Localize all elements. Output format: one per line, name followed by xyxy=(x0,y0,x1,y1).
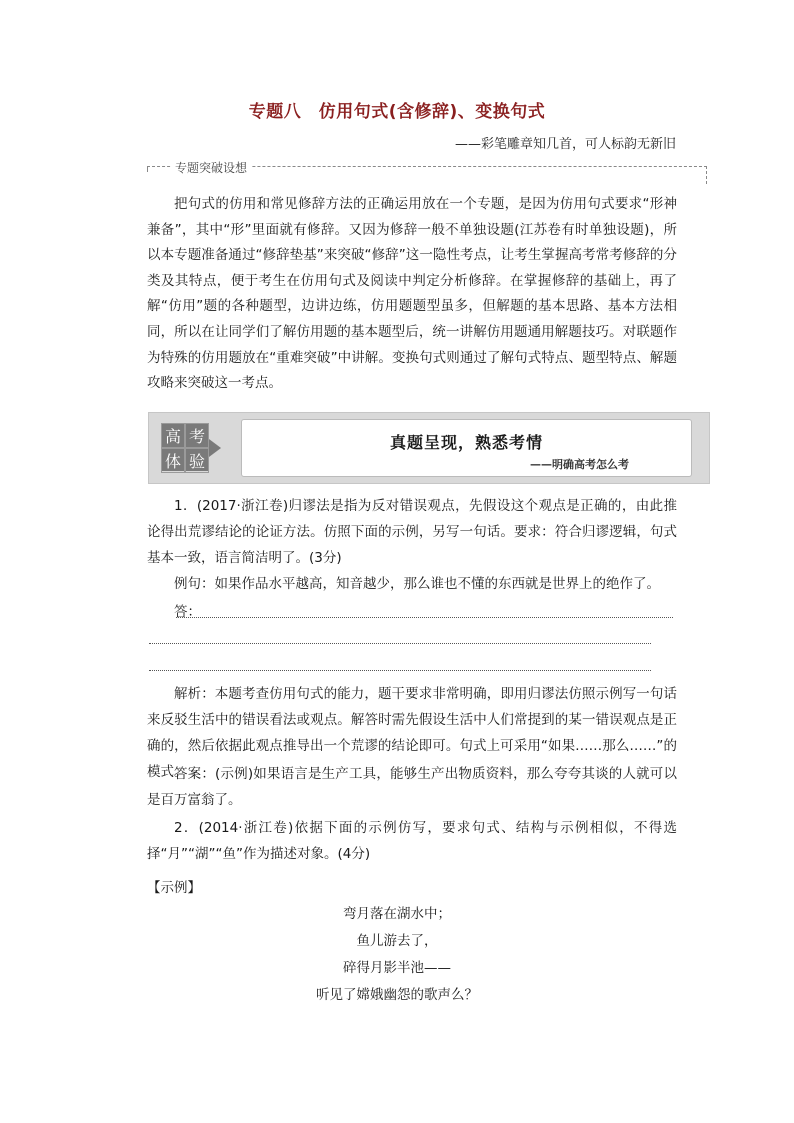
question-2-example-label: 【示例】 xyxy=(147,880,201,896)
answer-line-3[interactable] xyxy=(149,670,651,671)
poem-line: 碎得月影半池—— xyxy=(343,960,451,976)
question-1-answer-label: 答： xyxy=(174,604,201,620)
section-banner xyxy=(148,412,710,484)
section-tag-frame xyxy=(147,161,707,180)
question-1-stem: 1．(2017·浙江卷)归谬法是指为反对错误观点，先假设这个观点是正确的，由此推论得出荒谬结论的论证方法。仿照下面的示例，另写一句话。要求：符合归谬逻辑，句式基本一致，语言简洁明了。(3分) xyxy=(147,498,677,566)
page-title: 专题八 仿用句式(含修辞)、变换句式 xyxy=(248,102,546,122)
answer-line-1[interactable] xyxy=(176,617,673,618)
question-1-answer: 答案：(示例)如果语言是生产工具，能够生产出物质资料，那么夸夸其谈的人就可以是百万富翁了。 xyxy=(147,766,677,808)
question-2-stem: 2．(2014·浙江卷)依据下面的示例仿写，要求句式、结构与示例相似，不得选择“月”“湖”“鱼”作为描述对象。(4分) xyxy=(147,820,677,862)
banner-card xyxy=(241,419,692,477)
question-1-analysis: 解析：本题考查仿用句式的能力，题干要求非常明确，即用归谬法仿照示例写一句话来反驳生活中的错误看法或观点。解答时需先假设生活中人们常提到的某一错误观点是正确的，然后依据此观点推导出一个荒谬的结论即可。句式上可采用“如果……那么……”的模式。 xyxy=(147,686,677,780)
question-1-example: 例句：如果作品水平越高，知音越少，那么谁也不懂的东西就是世界上的绝作了。 xyxy=(174,576,660,592)
poem-line: 弯月落在湖水中； xyxy=(343,906,451,922)
arrow-right-icon xyxy=(209,439,221,457)
banner-title: 真题呈现，熟悉考情 xyxy=(389,433,543,452)
poem-line: 听见了嫦娥幽怨的歌声么？ xyxy=(316,987,478,1003)
banner-subtitle: ——明确高考怎么考 xyxy=(530,458,629,471)
answer-line-2[interactable] xyxy=(149,643,651,644)
poem-line: 鱼儿游去了， xyxy=(356,933,438,949)
page-subtitle: ——彩笔雕章知几首，可人标韵无新旧 xyxy=(454,137,676,152)
intro-paragraph: 把句式的仿用和常见修辞方法的正确运用放在一个专题，是因为仿用句式要求“形神兼备”，其中“形”里面就有修辞。又因为修辞一般不单独设题(江苏卷有时单独设题)，所以本专题准备通过“修辞垫基”来突破“修辞”这一隐性考点，让考生掌握高考常考修辞的分类及其特点，便于考生在仿用句式及阅读中判定分析修辞。在掌握修辞的基础上，再了解“仿用”题的各种题型，边讲边练，仿用题题型虽多，但解题的基本思路、基本方法相同，所以在让同学们了解仿用题的基本题型后，统一讲解仿用题通用解题技巧。对联题作为特殊的仿用题放在“重难突破”中讲解。变换句式则通过了解句式特点、题型特点、解题攻略来突破这一考点。 xyxy=(147,196,677,392)
banner-badge: 高 考 体 验 xyxy=(161,423,209,471)
section-tag: 专题突破设想 xyxy=(171,159,251,176)
